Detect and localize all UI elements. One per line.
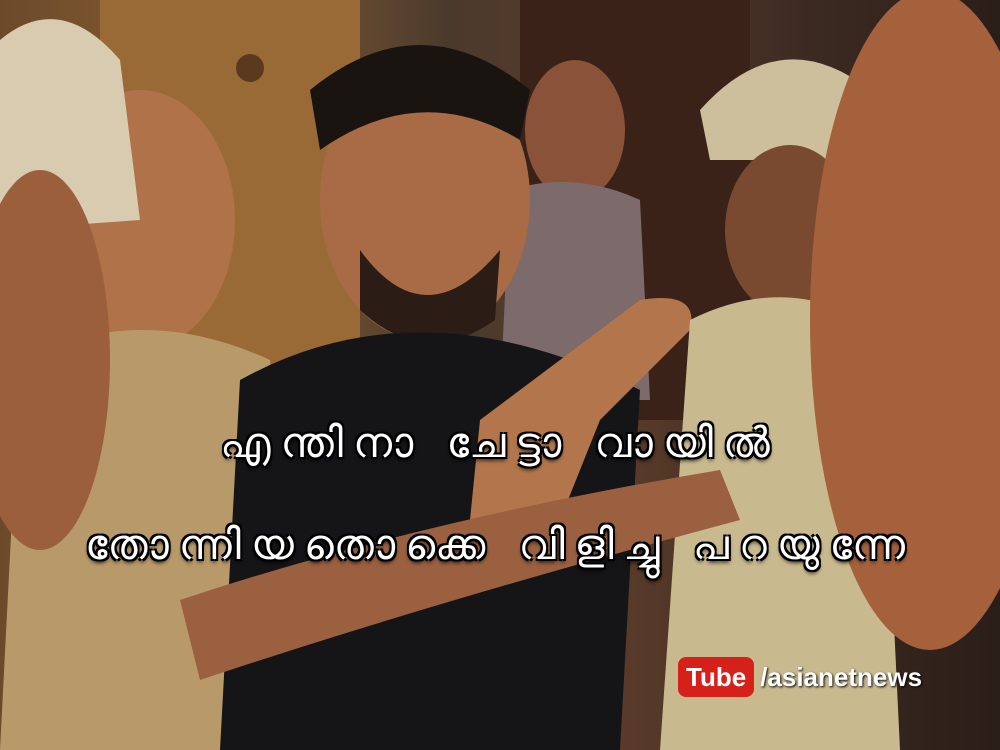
caption-line-2: തോന്നിയതൊക്കെ വിളിച്ചു പറയുന്നേ — [84, 520, 915, 569]
tube-badge: Tube — [678, 657, 754, 697]
caption-line-1: എന്തിനാ ചേട്ടാ വായിൽ — [220, 418, 780, 467]
door-knob — [236, 54, 264, 82]
channel-name: /asianetnews — [760, 661, 923, 692]
background-man-face — [525, 60, 625, 200]
channel-watermark — [678, 655, 922, 699]
